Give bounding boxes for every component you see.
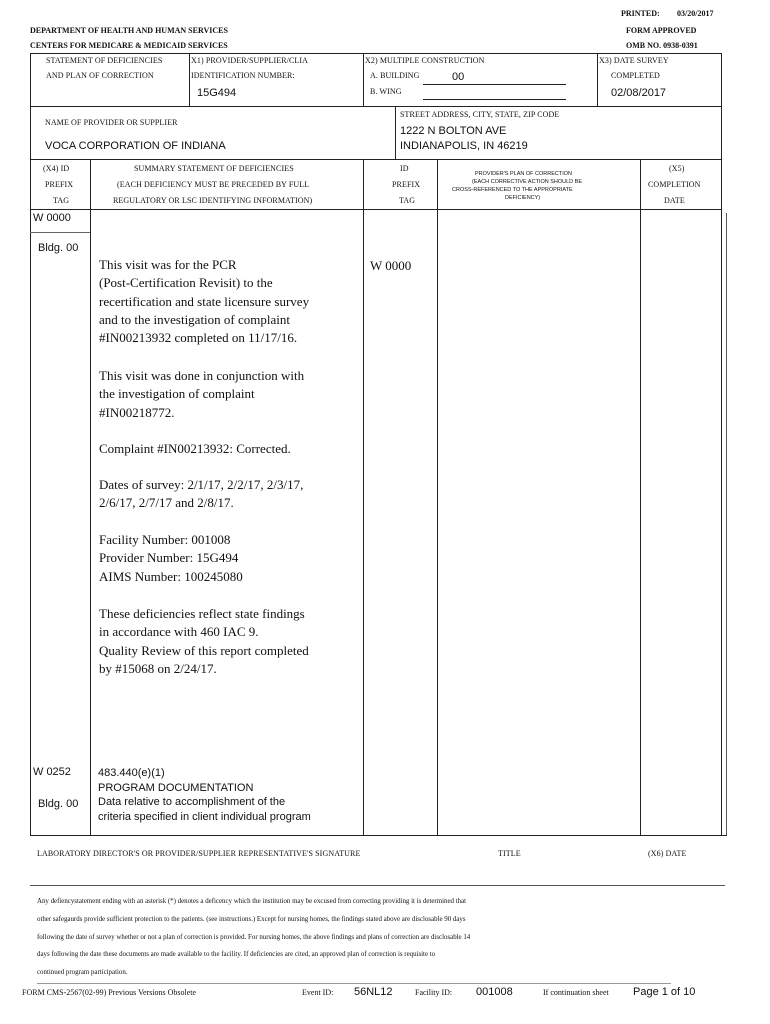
plan-label: PROVIDER'S PLAN OF CORRECTION <box>475 171 573 177</box>
date-survey-label: X3) DATE SURVEY <box>599 56 669 65</box>
summary-paragraph-6: These deficiencies reflect state findings in accordance with 460 IAC 9. Quality Review of this report completed by #15068 on 2/24/17. <box>99 606 309 676</box>
x6-date-label: (X6) DATE <box>648 849 687 858</box>
x4-tag-label: TAG <box>53 196 70 205</box>
facility-id: 001008 <box>476 986 513 998</box>
building-tag: Bldg. 00 <box>38 798 79 810</box>
identification-label: IDENTIFICATION NUMBER: <box>191 71 295 80</box>
facility-id-label: Facility ID: <box>415 988 453 997</box>
summary-paragraph-4: Dates of survey: 2/1/17, 2/2/17, 2/3/17, 2/6/17, 2/7/17 and 2/8/17. <box>99 477 304 511</box>
plan-sub-label: (EACH CORRECTIVE ACTION SHOULD BE <box>472 179 583 185</box>
wing-label: B. WING <box>370 87 402 96</box>
x4-label: (X4) ID <box>43 164 70 173</box>
page-number: Page 1 of 10 <box>633 986 696 998</box>
building-tag: Bldg. 00 <box>38 242 79 254</box>
completed-label: COMPLETED <box>611 71 660 80</box>
title-label: TITLE <box>498 849 521 858</box>
x5-label: (X5) <box>669 164 685 173</box>
clia-number: 15G494 <box>197 87 237 99</box>
disclaimer-text: Any defiencystatement ending with an asterisk (*) denotes a deficency which the institution may be excused from correcting providing it is determined that other safegaurds provide sufficient protection to the patients. (see instructions.) Except for nursing homes, the findings stated above are disclosable 90 days following the date of survey whether or not a plan of correction is provided. For nursing homes, the above findings and plans of correction are disclosable 14 days following the date these documents are made available to the facility. If deficiencies are cited, an approved plan of correction is requisite to continued program participation. <box>37 898 471 977</box>
x1-label: X1) PROVIDER/SUPPLIER/CLIA <box>191 56 309 65</box>
continuation-label: If continuation sheet <box>543 988 609 997</box>
statement-label: STATEMENT OF DEFICIENCIES <box>46 56 163 65</box>
summary-paragraph-1: This visit was for the PCR (Post-Certification Revisit) to the recertification and state licensure survey and to the investigation of complaint #IN00213932 completed on 11/17/16. <box>99 257 310 346</box>
plan-tag: W 0000 <box>370 258 412 273</box>
form-approved: FORM APPROVED <box>626 26 697 35</box>
summary-paragraph-2: This visit was done in conjunction with the investigation of complaint #IN00218772. <box>99 368 305 420</box>
omb-number: OMB NO. 0938-0391 <box>626 41 698 50</box>
summary-paragraph-w0252: 483.440(e)(1) PROGRAM DOCUMENTATION Data relative to accomplishment of the criteria specified in client individual program <box>98 767 311 823</box>
event-id: 56NL12 <box>354 986 393 998</box>
provider-name: VOCA CORPORATION OF INDIANA <box>45 140 226 152</box>
summary-paragraph-5: Facility Number: 001008 Provider Number: 15G494 AIMS Number: 100245080 <box>99 532 243 584</box>
address-street: 1222 N BOLTON AVE <box>400 125 507 137</box>
id-label: ID <box>400 164 409 173</box>
plan-sub-label-3: DEFICIENCY) <box>505 195 541 201</box>
id-prefix-label: PREFIX <box>392 180 421 189</box>
summary-paragraph-3: Complaint #IN00213932: Corrected. <box>99 441 291 456</box>
plan-of-correction-label: AND PLAN OF CORRECTION <box>46 71 154 80</box>
deficiency-tag: W 0252 <box>33 766 71 778</box>
event-id-label: Event ID: <box>302 988 334 997</box>
deficiency-tag: W 0000 <box>33 212 71 224</box>
id-tag-label: TAG <box>399 196 416 205</box>
signature-label: LABORATORY DIRECTOR'S OR PROVIDER/SUPPLIER REPRESENTATIVE'S SIGNATURE <box>37 849 361 858</box>
provider-name-label: NAME OF PROVIDER OR SUPPLIER <box>45 118 178 127</box>
building-value: 00 <box>452 71 465 83</box>
summary-label: SUMMARY STATEMENT OF DEFICIENCIES <box>134 164 294 173</box>
centers-title: CENTERS FOR MEDICARE & MEDICAID SERVICES <box>30 41 228 50</box>
multiple-construction-label: X2) MULTIPLE CONSTRUCTION <box>365 56 485 65</box>
x4-prefix-label: PREFIX <box>45 180 74 189</box>
plan-sub-label-2: CROSS-REFERENCED TO THE APPROPRIATE <box>452 187 573 193</box>
address-city: INDIANAPOLIS, IN 46219 <box>400 140 528 152</box>
address-label: STREET ADDRESS, CITY, STATE, ZIP CODE <box>400 110 560 119</box>
survey-date: 02/08/2017 <box>611 87 667 99</box>
printed-label: PRINTED: <box>621 9 660 18</box>
summary-sub-label: (EACH DEFICIENCY MUST BE PRECEDED BY FULL <box>117 180 310 189</box>
summary-sub-label-2: REGULATORY OR LSC IDENTIFYING INFORMATION) <box>113 196 313 205</box>
form-id: FORM CMS-2567(02-99) Previous Versions Obsolete <box>22 988 197 997</box>
department-title: DEPARTMENT OF HEALTH AND HUMAN SERVICES <box>30 26 228 35</box>
date-label: DATE <box>664 196 685 205</box>
building-label: A. BUILDING <box>370 71 420 80</box>
completion-label: COMPLETION <box>648 180 701 189</box>
printed-date: 03/20/2017 <box>677 9 714 18</box>
